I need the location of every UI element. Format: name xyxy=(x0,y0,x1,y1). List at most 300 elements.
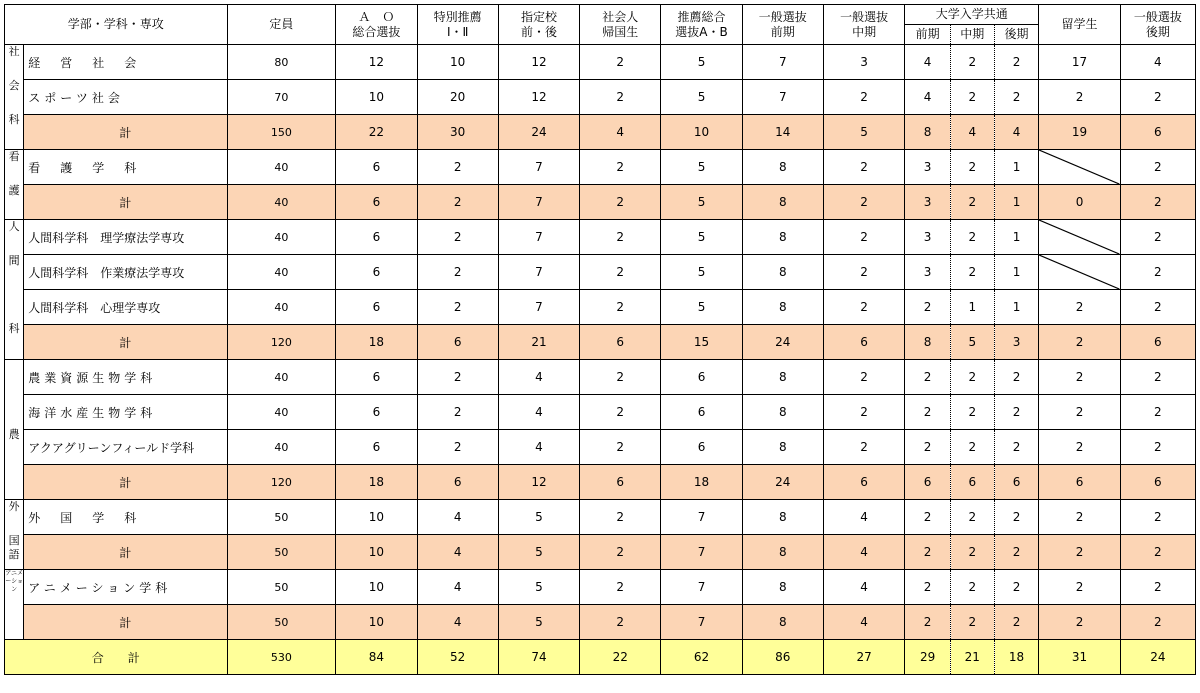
quota-cell: 2 xyxy=(905,395,951,430)
dept-char xyxy=(5,604,23,638)
quota-cell: 7 xyxy=(742,45,823,80)
quota-cell: 5 xyxy=(950,325,994,360)
quota-cell: 2 xyxy=(1039,360,1120,395)
dept-char: 科 xyxy=(8,113,20,126)
header-intl: 留学生 xyxy=(1039,5,1120,45)
quota-cell: 2 xyxy=(580,45,661,80)
dept-label-cell xyxy=(5,150,24,220)
quota-cell: 2 xyxy=(1120,360,1195,395)
not-applicable-cell xyxy=(1039,150,1120,185)
quota-cell: 2 xyxy=(1120,605,1195,640)
dept-char: アニメーション xyxy=(5,570,24,593)
quota-cell: 17 xyxy=(1039,45,1120,80)
quota-cell: 2 xyxy=(417,430,498,465)
dept-char: 会 xyxy=(8,79,20,92)
quota-cell: 2 xyxy=(1120,500,1195,535)
quota-cell: 2 xyxy=(950,80,994,115)
program-name: 経 営 社 会 xyxy=(24,45,227,80)
capacity-cell: 40 xyxy=(227,290,336,325)
quota-cell: 2 xyxy=(1039,290,1120,325)
quota-cell: 4 xyxy=(823,570,904,605)
quota-cell: 2 xyxy=(580,500,661,535)
quota-cell: 2 xyxy=(1120,570,1195,605)
program-name: 海洋水産生物学科 xyxy=(24,395,227,430)
quota-cell: 2 xyxy=(1120,535,1195,570)
quota-cell: 1 xyxy=(994,150,1039,185)
dept-char: 国語 xyxy=(8,534,20,561)
quota-cell: 10 xyxy=(336,570,417,605)
quota-cell: 8 xyxy=(742,535,823,570)
dept-char xyxy=(5,360,23,394)
quota-cell: 2 xyxy=(1039,605,1120,640)
subtotal-row xyxy=(5,185,1196,220)
quota-cell: 4 xyxy=(950,115,994,150)
header-special xyxy=(417,5,498,45)
quota-cell: 2 xyxy=(417,185,498,220)
table-row xyxy=(5,45,1196,80)
program-name: 看 護 学 科 xyxy=(24,150,227,185)
quota-cell: 2 xyxy=(580,395,661,430)
capacity-cell: 120 xyxy=(227,325,336,360)
quota-cell: 6 xyxy=(661,360,742,395)
quota-cell: 7 xyxy=(661,605,742,640)
quota-cell: 5 xyxy=(498,535,579,570)
dept-char: 護 xyxy=(8,184,20,197)
quota-cell: 2 xyxy=(1120,185,1195,220)
quota-cell: 8 xyxy=(742,150,823,185)
header-recommend-line2: 選抜A・B xyxy=(675,24,728,39)
grand-total-cell: 18 xyxy=(994,640,1039,675)
quota-cell: 2 xyxy=(950,185,994,220)
grand-total-capacity: 530 xyxy=(227,640,336,675)
table-row xyxy=(5,430,1196,465)
capacity-cell: 50 xyxy=(227,500,336,535)
quota-cell: 2 xyxy=(823,255,904,290)
quota-cell: 2 xyxy=(950,570,994,605)
diagonal-line xyxy=(1039,255,1119,289)
quota-cell: 2 xyxy=(1120,395,1195,430)
quota-cell: 4 xyxy=(1120,45,1195,80)
quota-cell: 2 xyxy=(905,570,951,605)
quota-cell: 2 xyxy=(417,395,498,430)
grand-total-row xyxy=(5,640,1196,675)
quota-cell: 20 xyxy=(417,80,498,115)
grand-total-cell: 86 xyxy=(742,640,823,675)
quota-cell: 2 xyxy=(417,360,498,395)
quota-cell: 24 xyxy=(742,325,823,360)
quota-cell: 4 xyxy=(417,605,498,640)
quota-cell: 6 xyxy=(580,465,661,500)
quota-cell: 2 xyxy=(823,150,904,185)
quota-cell: 8 xyxy=(905,115,951,150)
quota-cell: 8 xyxy=(742,395,823,430)
header-general-early xyxy=(742,5,823,45)
header-general-late xyxy=(1120,5,1195,45)
table-row xyxy=(5,150,1196,185)
quota-cell: 8 xyxy=(742,570,823,605)
capacity-cell: 150 xyxy=(227,115,336,150)
quota-cell: 2 xyxy=(1039,535,1120,570)
quota-cell: 2 xyxy=(950,430,994,465)
quota-cell: 4 xyxy=(905,80,951,115)
subtotal-label: 計 xyxy=(24,535,227,570)
subtotal-row xyxy=(5,535,1196,570)
quota-cell: 2 xyxy=(1120,255,1195,290)
not-applicable-cell xyxy=(1039,220,1120,255)
quota-cell: 4 xyxy=(580,115,661,150)
capacity-cell: 40 xyxy=(227,395,336,430)
diagonal-line xyxy=(1039,150,1119,184)
quota-cell: 2 xyxy=(823,220,904,255)
quota-cell: 7 xyxy=(661,570,742,605)
header-designated-line2: 前・後 xyxy=(520,24,557,39)
quota-cell: 5 xyxy=(498,570,579,605)
dept-char: 看 xyxy=(8,150,20,163)
header-special-line1: 特別推薦 xyxy=(433,9,482,24)
quota-cell: 2 xyxy=(994,605,1039,640)
quota-cell: 7 xyxy=(661,535,742,570)
quota-cell: 2 xyxy=(905,605,951,640)
quota-cell: 12 xyxy=(498,465,579,500)
quota-cell: 6 xyxy=(661,395,742,430)
quota-cell: 2 xyxy=(905,360,951,395)
quota-cell: 7 xyxy=(498,220,579,255)
quota-cell: 12 xyxy=(498,45,579,80)
header-capacity: 定員 xyxy=(227,5,336,45)
quota-cell: 6 xyxy=(336,220,417,255)
quota-cell: 6 xyxy=(336,185,417,220)
quota-cell: 0 xyxy=(1039,185,1120,220)
quota-cell: 7 xyxy=(742,80,823,115)
quota-cell: 2 xyxy=(950,500,994,535)
quota-cell: 18 xyxy=(336,465,417,500)
grand-total-cell: 24 xyxy=(1120,640,1195,675)
quota-cell: 3 xyxy=(823,45,904,80)
quota-cell: 8 xyxy=(742,500,823,535)
quota-cell: 4 xyxy=(823,535,904,570)
quota-cell: 3 xyxy=(905,255,951,290)
dept-label-cell xyxy=(5,220,24,360)
quota-cell: 2 xyxy=(994,535,1039,570)
capacity-cell: 40 xyxy=(227,185,336,220)
table-row xyxy=(5,255,1196,290)
quota-cell: 2 xyxy=(823,360,904,395)
grand-total-cell: 74 xyxy=(498,640,579,675)
quota-cell: 12 xyxy=(336,45,417,80)
capacity-cell: 40 xyxy=(227,430,336,465)
not-applicable-cell xyxy=(1039,255,1120,290)
quota-cell: 2 xyxy=(580,150,661,185)
quota-cell: 6 xyxy=(823,325,904,360)
quota-cell: 2 xyxy=(1039,430,1120,465)
quota-cell: 2 xyxy=(580,360,661,395)
quota-cell: 7 xyxy=(498,185,579,220)
quota-cell: 6 xyxy=(823,465,904,500)
header-ao xyxy=(336,5,417,45)
quota-cell: 8 xyxy=(905,325,951,360)
program-name: 農業資源生物学科 xyxy=(24,360,227,395)
quota-cell: 2 xyxy=(580,535,661,570)
quota-cell: 6 xyxy=(336,395,417,430)
quota-cell: 10 xyxy=(336,500,417,535)
quota-cell: 2 xyxy=(1039,325,1120,360)
quota-cell: 2 xyxy=(1120,150,1195,185)
dept-label-cell xyxy=(5,360,24,500)
grand-total-cell: 31 xyxy=(1039,640,1120,675)
quota-cell: 5 xyxy=(661,150,742,185)
subtotal-row xyxy=(5,605,1196,640)
table-row xyxy=(5,220,1196,255)
dept-label-cell xyxy=(5,45,24,150)
program-name: アクアグリーンフィールド学科 xyxy=(24,430,227,465)
header-designated-line1: 指定校 xyxy=(520,9,557,24)
subtotal-label: 計 xyxy=(24,325,227,360)
quota-cell: 2 xyxy=(417,290,498,325)
quota-cell: 2 xyxy=(1120,220,1195,255)
quota-cell: 2 xyxy=(1120,80,1195,115)
quota-cell: 2 xyxy=(950,360,994,395)
quota-cell: 2 xyxy=(1120,430,1195,465)
grand-total-cell: 27 xyxy=(823,640,904,675)
table-body xyxy=(5,45,1196,675)
quota-cell: 2 xyxy=(950,45,994,80)
quota-cell: 2 xyxy=(580,430,661,465)
quota-cell: 2 xyxy=(823,185,904,220)
quota-cell: 6 xyxy=(1120,465,1195,500)
quota-cell: 2 xyxy=(417,150,498,185)
header-general-late-line2: 後期 xyxy=(1145,24,1170,39)
quota-cell: 4 xyxy=(823,500,904,535)
capacity-cell: 40 xyxy=(227,220,336,255)
quota-cell: 6 xyxy=(336,255,417,290)
quota-cell: 4 xyxy=(417,500,498,535)
quota-cell: 2 xyxy=(823,430,904,465)
quota-cell: 1 xyxy=(994,220,1039,255)
quota-cell: 5 xyxy=(498,605,579,640)
quota-cell: 15 xyxy=(661,325,742,360)
quota-cell: 30 xyxy=(417,115,498,150)
quota-cell: 1 xyxy=(994,290,1039,325)
admission-quota-table-wrapper xyxy=(4,4,1196,675)
table-row xyxy=(5,570,1196,605)
quota-cell: 2 xyxy=(994,500,1039,535)
quota-cell: 6 xyxy=(905,465,951,500)
quota-cell: 4 xyxy=(498,430,579,465)
header-general-mid-line1: 一般選抜 xyxy=(840,9,889,24)
quota-cell: 5 xyxy=(498,500,579,535)
quota-cell: 5 xyxy=(661,80,742,115)
program-name: 外 国 学 科 xyxy=(24,500,227,535)
quota-cell: 2 xyxy=(580,290,661,325)
header-recommend xyxy=(661,5,742,45)
quota-cell: 2 xyxy=(994,570,1039,605)
quota-cell: 2 xyxy=(905,430,951,465)
header-adult-line1: 社会人 xyxy=(602,9,639,24)
subtotal-label: 計 xyxy=(24,185,227,220)
quota-cell: 2 xyxy=(994,80,1039,115)
grand-total-cell: 29 xyxy=(905,640,951,675)
grand-total-cell: 62 xyxy=(661,640,742,675)
header-common-early: 前期 xyxy=(905,25,951,45)
subtotal-row xyxy=(5,115,1196,150)
dept-char xyxy=(5,462,23,496)
quota-cell: 6 xyxy=(417,325,498,360)
quota-cell: 2 xyxy=(905,535,951,570)
subtotal-row xyxy=(5,465,1196,500)
quota-cell: 6 xyxy=(994,465,1039,500)
quota-cell: 3 xyxy=(905,220,951,255)
dept-char xyxy=(5,288,23,322)
dept-char: 外 xyxy=(8,500,20,513)
header-recommend-line1: 推薦総合 xyxy=(677,9,726,24)
quota-cell: 12 xyxy=(498,80,579,115)
grand-total-cell: 21 xyxy=(950,640,994,675)
quota-cell: 2 xyxy=(994,45,1039,80)
program-name: 人間科学科 作業療法学専攻 xyxy=(24,255,227,290)
header-designated xyxy=(498,5,579,45)
quota-cell: 4 xyxy=(498,395,579,430)
quota-cell: 2 xyxy=(823,395,904,430)
program-name: スポーツ社会 xyxy=(24,80,227,115)
header-ao-line2: 総合選抜 xyxy=(352,24,401,39)
quota-cell: 10 xyxy=(661,115,742,150)
capacity-cell: 50 xyxy=(227,605,336,640)
quota-cell: 8 xyxy=(742,255,823,290)
program-name: アニメーション学科 xyxy=(24,570,227,605)
quota-cell: 4 xyxy=(417,570,498,605)
diagonal-line xyxy=(1039,220,1119,254)
quota-cell: 2 xyxy=(823,290,904,325)
quota-cell: 2 xyxy=(905,290,951,325)
quota-cell: 1 xyxy=(994,185,1039,220)
quota-cell: 8 xyxy=(742,220,823,255)
quota-cell: 2 xyxy=(580,570,661,605)
quota-cell: 2 xyxy=(1039,80,1120,115)
quota-cell: 2 xyxy=(417,255,498,290)
quota-cell: 2 xyxy=(994,395,1039,430)
header-general-early-line1: 一般選抜 xyxy=(758,9,807,24)
quota-cell: 3 xyxy=(994,325,1039,360)
quota-cell: 2 xyxy=(580,220,661,255)
dept-label-cell xyxy=(5,570,24,640)
grand-total-cell: 84 xyxy=(336,640,417,675)
quota-cell: 7 xyxy=(498,290,579,325)
header-ao-line1: Ａ Ｏ xyxy=(358,9,395,24)
quota-cell: 2 xyxy=(580,255,661,290)
dept-char xyxy=(5,394,23,428)
quota-cell: 6 xyxy=(1120,115,1195,150)
table-row xyxy=(5,395,1196,430)
header-dept: 学部・学科・専攻 xyxy=(5,5,228,45)
capacity-cell: 50 xyxy=(227,570,336,605)
subtotal-label: 計 xyxy=(24,605,227,640)
table-row xyxy=(5,360,1196,395)
quota-cell: 8 xyxy=(742,290,823,325)
quota-cell: 10 xyxy=(336,535,417,570)
quota-cell: 2 xyxy=(417,220,498,255)
grand-total-cell: 22 xyxy=(580,640,661,675)
quota-cell: 2 xyxy=(580,80,661,115)
quota-cell: 1 xyxy=(994,255,1039,290)
quota-cell: 6 xyxy=(1039,465,1120,500)
quota-cell: 2 xyxy=(823,80,904,115)
header-adult xyxy=(580,5,661,45)
dept-char: 農 xyxy=(8,428,20,441)
quota-cell: 7 xyxy=(661,500,742,535)
quota-cell: 7 xyxy=(498,255,579,290)
header-common-mid: 中期 xyxy=(950,25,994,45)
program-name: 人間科学科 理学療法学専攻 xyxy=(24,220,227,255)
quota-cell: 10 xyxy=(336,80,417,115)
quota-cell: 2 xyxy=(580,605,661,640)
quota-cell: 4 xyxy=(994,115,1039,150)
quota-cell: 2 xyxy=(994,360,1039,395)
quota-cell: 4 xyxy=(417,535,498,570)
quota-cell: 4 xyxy=(905,45,951,80)
quota-cell: 8 xyxy=(742,605,823,640)
quota-cell: 6 xyxy=(1120,325,1195,360)
quota-cell: 5 xyxy=(661,255,742,290)
quota-cell: 8 xyxy=(742,430,823,465)
dept-char: 人 xyxy=(8,220,20,233)
dept-char: 間 xyxy=(8,254,20,267)
quota-cell: 2 xyxy=(994,430,1039,465)
quota-cell: 24 xyxy=(498,115,579,150)
quota-cell: 2 xyxy=(950,255,994,290)
header-general-early-line2: 前期 xyxy=(770,24,795,39)
quota-cell: 14 xyxy=(742,115,823,150)
quota-cell: 18 xyxy=(336,325,417,360)
grand-total-label: 合 計 xyxy=(5,640,228,675)
quota-cell: 22 xyxy=(336,115,417,150)
quota-cell: 3 xyxy=(905,150,951,185)
quota-cell: 5 xyxy=(823,115,904,150)
capacity-cell: 50 xyxy=(227,535,336,570)
table-row xyxy=(5,290,1196,325)
header-general-mid-line2: 中期 xyxy=(852,24,877,39)
quota-cell: 6 xyxy=(336,360,417,395)
quota-cell: 8 xyxy=(742,185,823,220)
capacity-cell: 40 xyxy=(227,255,336,290)
header-special-line2: Ⅰ・Ⅱ xyxy=(446,24,469,39)
quota-cell: 24 xyxy=(742,465,823,500)
capacity-cell: 70 xyxy=(227,80,336,115)
quota-cell: 6 xyxy=(336,430,417,465)
capacity-cell: 40 xyxy=(227,360,336,395)
header-adult-line2: 帰国生 xyxy=(602,24,639,39)
quota-cell: 6 xyxy=(336,290,417,325)
subtotal-label: 計 xyxy=(24,465,227,500)
dept-label-cell xyxy=(5,500,24,570)
quota-cell: 8 xyxy=(742,360,823,395)
subtotal-label: 計 xyxy=(24,115,227,150)
quota-cell: 2 xyxy=(580,185,661,220)
capacity-cell: 80 xyxy=(227,45,336,80)
quota-cell: 2 xyxy=(1039,570,1120,605)
quota-cell: 2 xyxy=(950,535,994,570)
header-common-late: 後期 xyxy=(994,25,1039,45)
quota-cell: 5 xyxy=(661,45,742,80)
quota-cell: 18 xyxy=(661,465,742,500)
quota-cell: 4 xyxy=(498,360,579,395)
capacity-cell: 120 xyxy=(227,465,336,500)
subtotal-row xyxy=(5,325,1196,360)
quota-cell: 10 xyxy=(336,605,417,640)
quota-cell: 2 xyxy=(950,150,994,185)
quota-cell: 3 xyxy=(905,185,951,220)
quota-cell: 10 xyxy=(417,45,498,80)
quota-cell: 2 xyxy=(905,500,951,535)
